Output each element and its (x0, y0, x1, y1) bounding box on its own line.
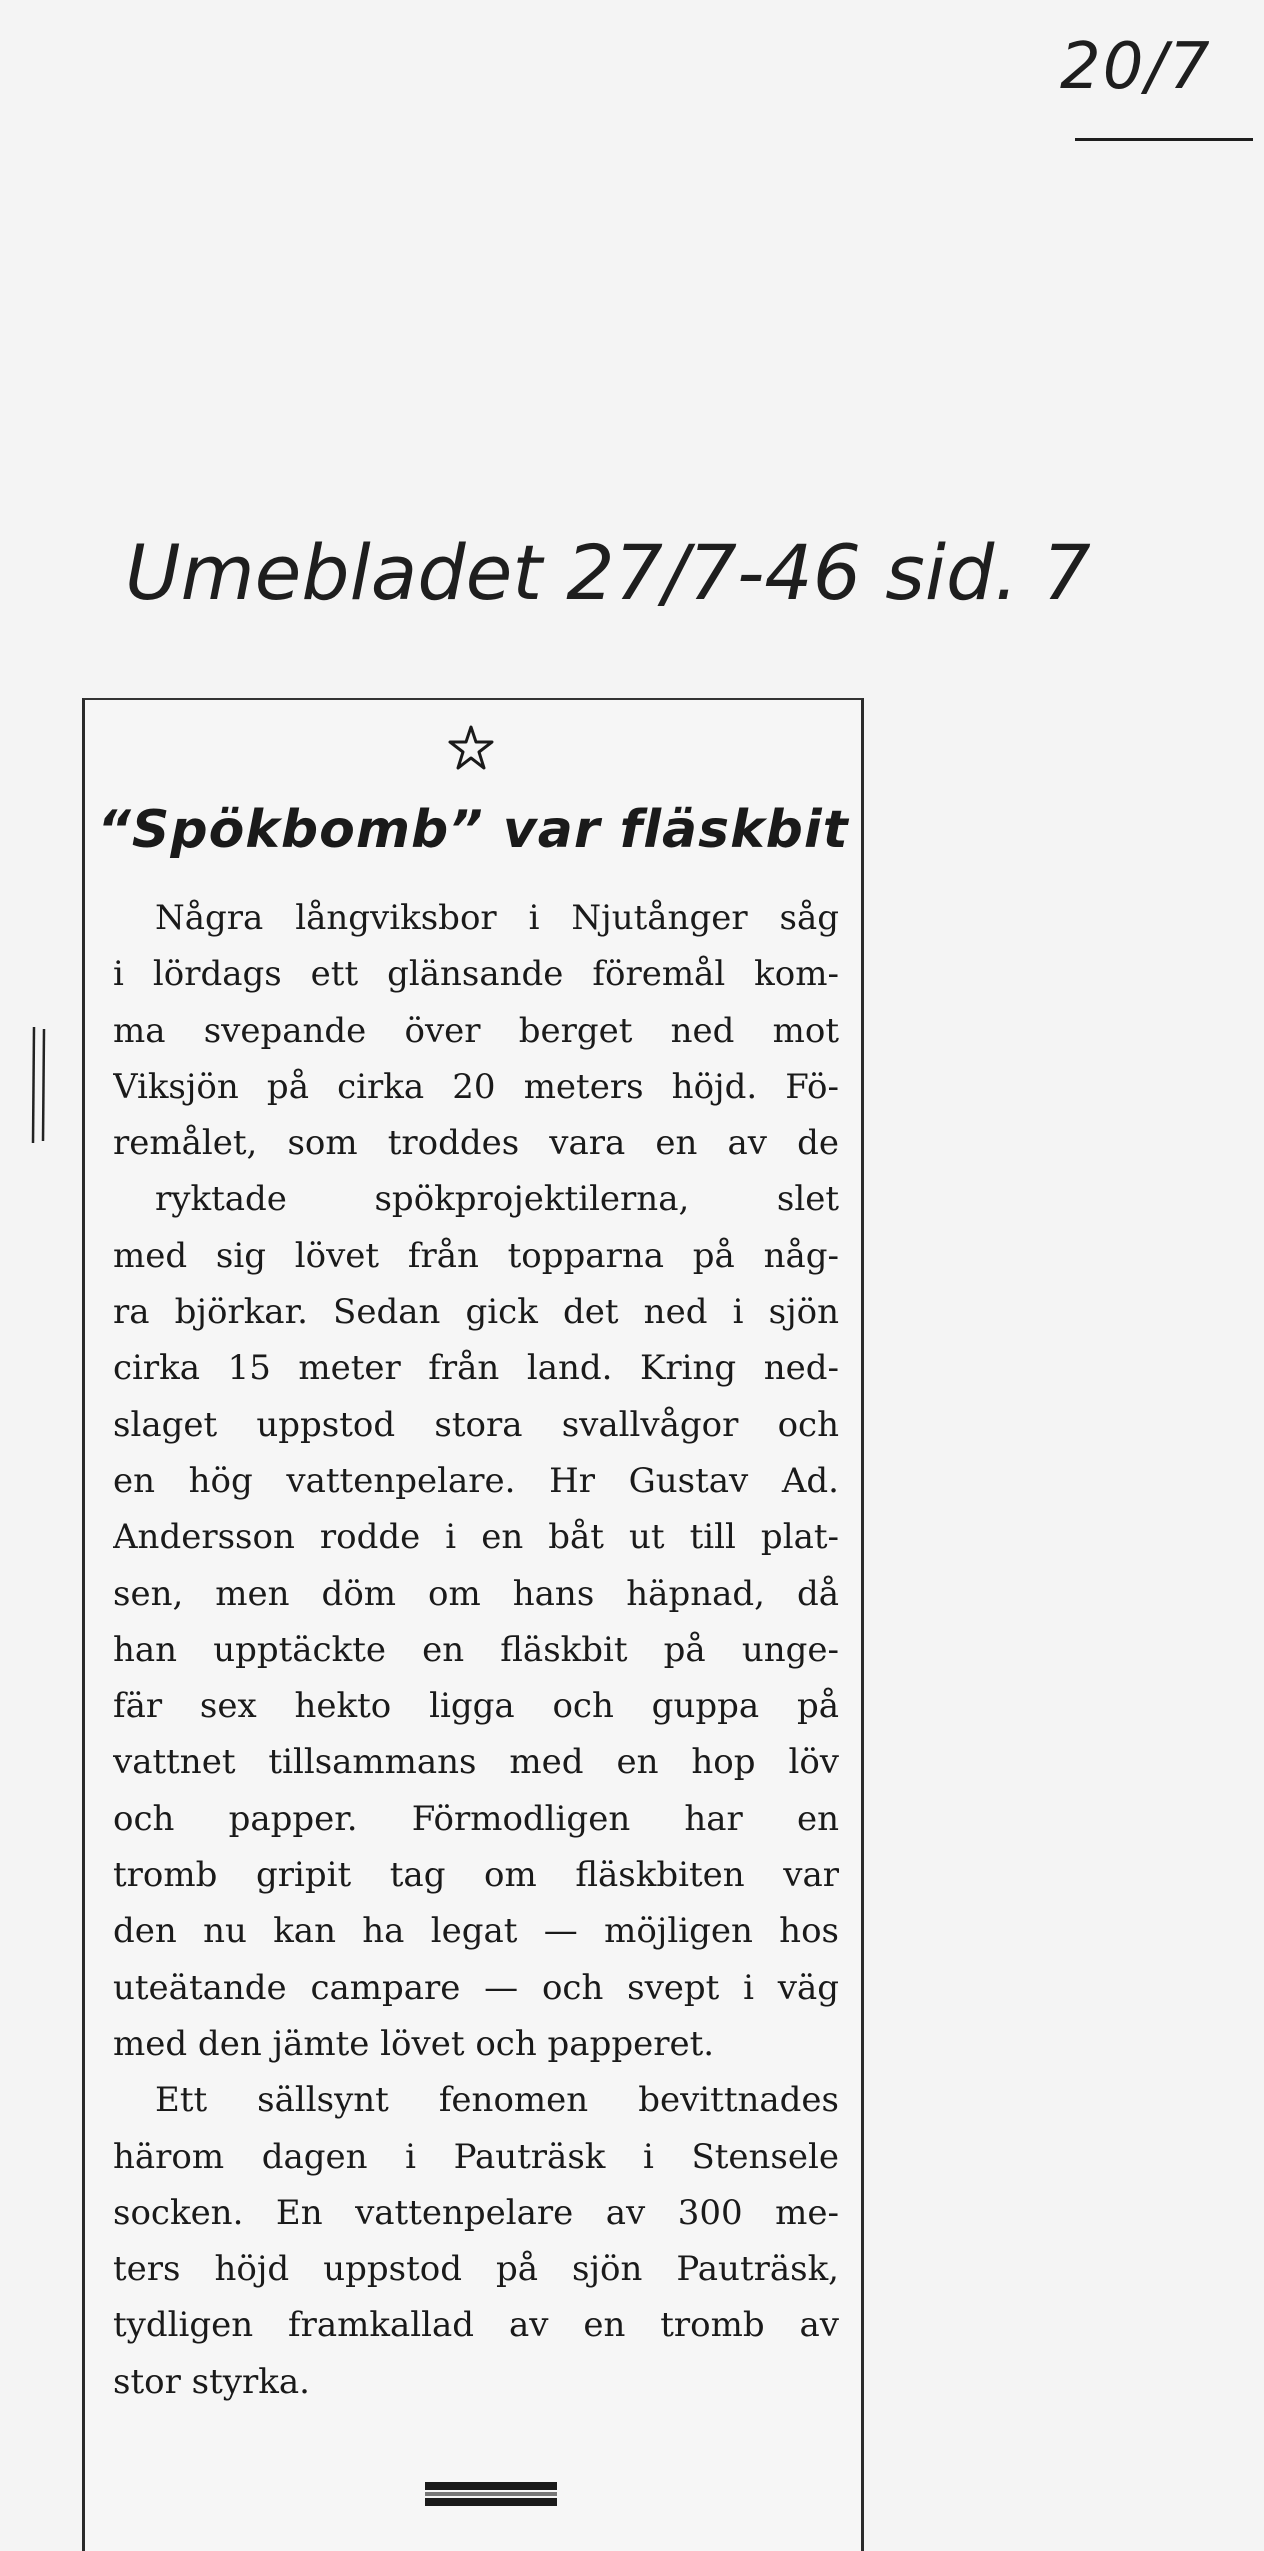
article-line: fär sex hekto ligga och guppa på (113, 1686, 839, 1727)
article-line: den nu kan ha legat — möjligen hos (113, 1911, 839, 1952)
handwritten-date-note: 20/7 (1060, 30, 1212, 104)
article-line: tydligen framkallad av en tromb av (113, 2305, 839, 2346)
article-line: med den jämte lövet och papperet. (113, 2023, 715, 2064)
article-line: härom dagen i Pauträsk i Stensele (113, 2136, 839, 2177)
handwritten-source-note: Umebladet 27/7-46 sid. 7 (125, 528, 1091, 617)
article-line: och papper. Förmodligen har en (113, 1798, 839, 1839)
end-of-article-rule (425, 2480, 557, 2508)
article-line: sen, men döm om hans häpnad, då (113, 1573, 839, 1614)
article-line: ma svepande över berget ned mot (113, 1010, 839, 1051)
margin-double-line-mark (30, 1025, 48, 1145)
article-line: socken. En vattenpelare av 300 me- (113, 2192, 839, 2233)
article-line: remålet, som troddes vara en av de (113, 1123, 839, 1164)
article-line: Några långviksbor i Njutånger såg (155, 898, 839, 938)
article-line: med sig lövet från topparna på någ- (113, 1235, 839, 1276)
article-headline: “Spökbomb” var fläskbit (97, 800, 849, 860)
star-icon (447, 724, 495, 772)
article-body (113, 890, 839, 2410)
article-line: cirka 15 meter från land. Kring ned- (113, 1348, 839, 1389)
article-line: Ett sällsynt fenomen bevittnades (155, 2080, 839, 2121)
article-line: i lördags ett glänsande föremål kom- (113, 954, 839, 995)
article-line: ryktade spökprojektilerna, slet (155, 1179, 839, 1220)
article-line: Andersson rodde i en båt ut till plat- (113, 1517, 839, 1558)
handwritten-underline (1075, 138, 1253, 141)
article-line: tromb gripit tag om fläskbiten var (113, 1855, 839, 1896)
article-line: stor styrka. (113, 2361, 310, 2402)
article-line: slaget uppstod stora svallvågor och (113, 1404, 839, 1445)
article-line: Viksjön på cirka 20 meters höjd. Fö- (113, 1066, 839, 1107)
article-line: uteätande campare — och svept i väg (113, 1967, 839, 2008)
article-line: ra björkar. Sedan gick det ned i sjön (113, 1292, 839, 1333)
article-line: ters höjd uppstod på sjön Pauträsk, (113, 2249, 839, 2290)
article-line: vattnet tillsammans med en hop löv (113, 1742, 839, 1783)
article-line: han upptäckte en fläskbit på unge- (113, 1629, 839, 1670)
newspaper-clipping (82, 698, 864, 2551)
article-line: en hög vattenpelare. Hr Gustav Ad. (113, 1460, 839, 1501)
